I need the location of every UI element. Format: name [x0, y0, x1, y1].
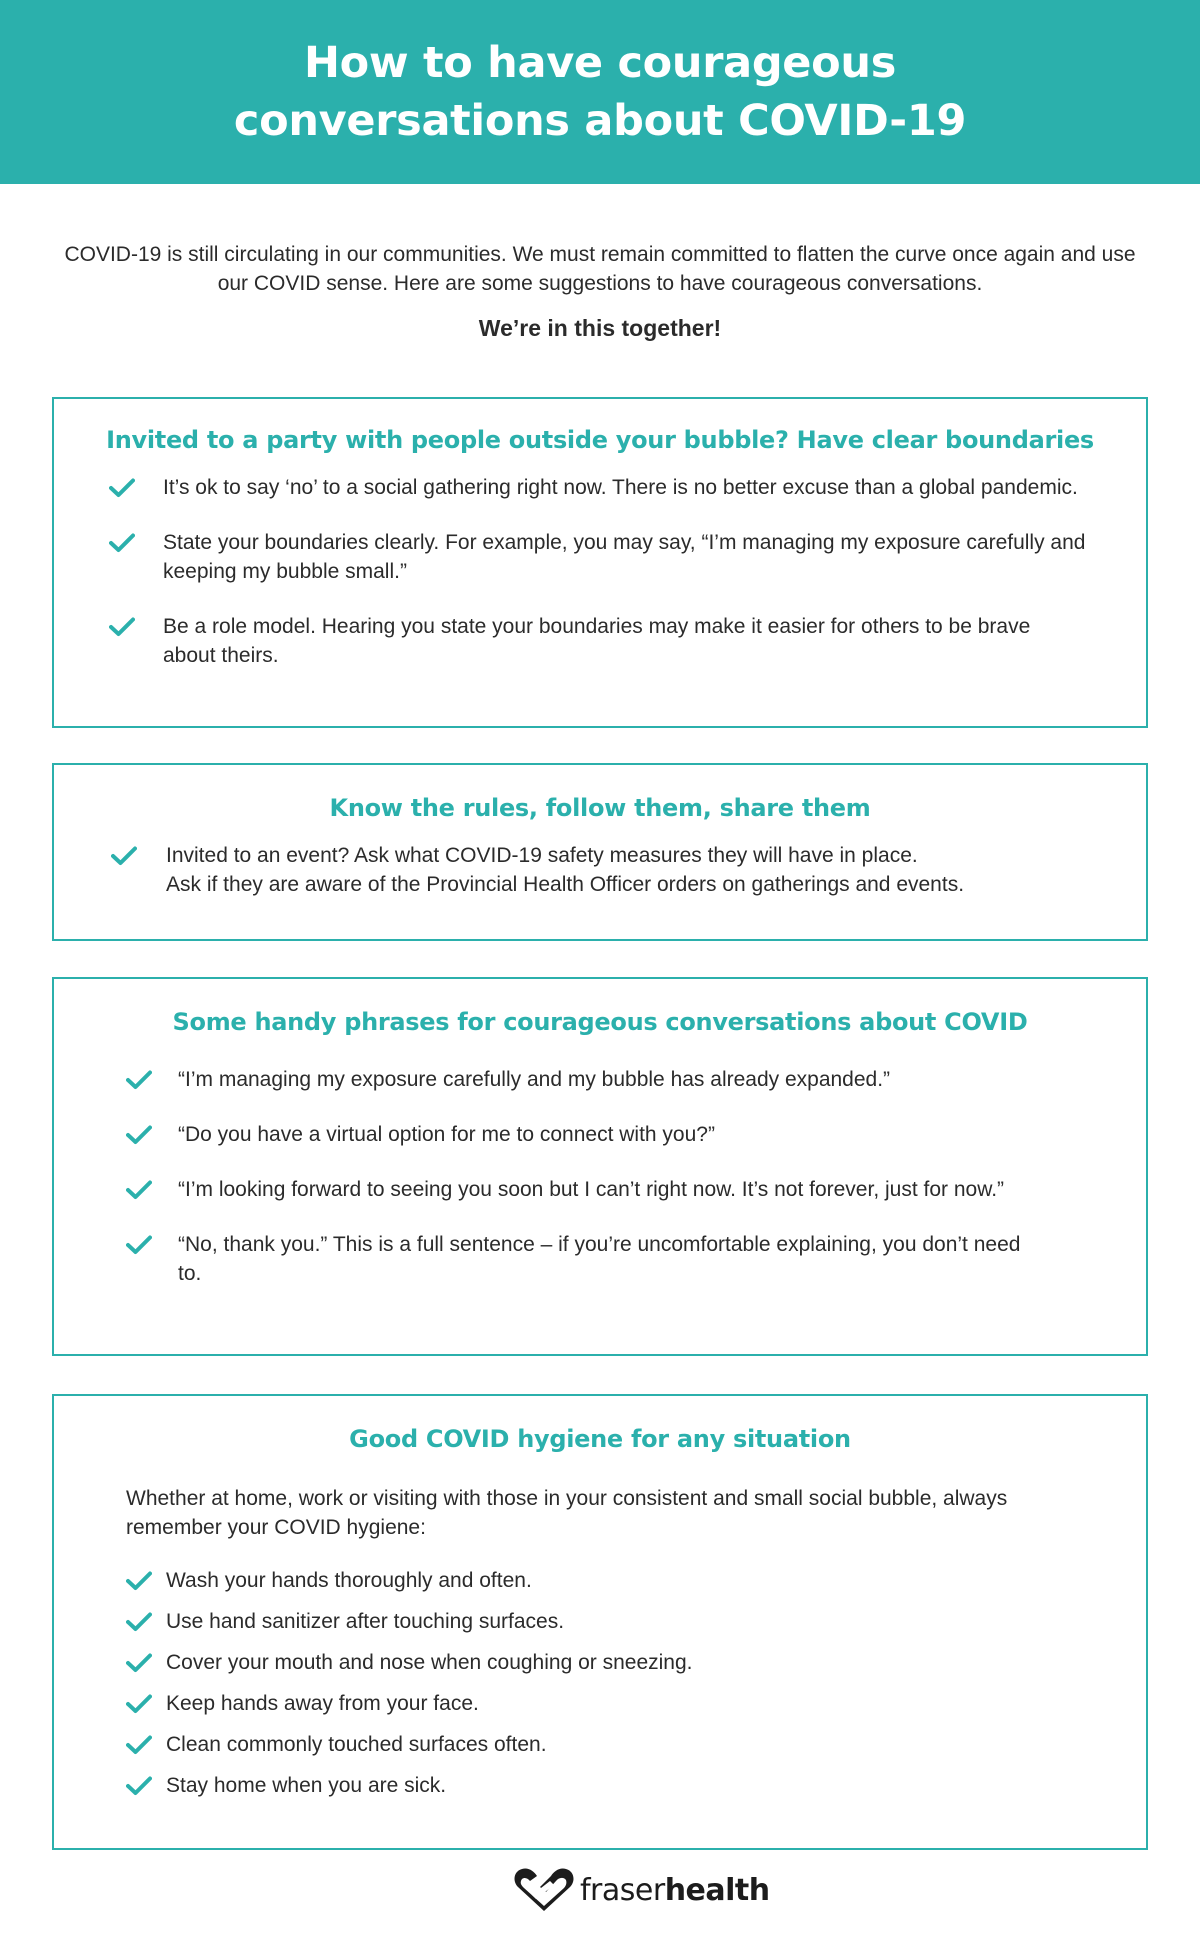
checklist [54, 1566, 1146, 1800]
list-item [126, 1607, 1086, 1636]
checklist [54, 473, 1146, 670]
checkmark-icon [126, 1776, 152, 1796]
list-item [126, 1175, 1026, 1204]
section-title: Good COVID hygiene for any situation [349, 1425, 851, 1453]
checklist [54, 1065, 1146, 1288]
list-item-text: Keep hands away from your face. [166, 1692, 479, 1715]
checkmark-icon [126, 1653, 152, 1673]
section-title: Some handy phrases for courageous conversations about COVID [172, 1008, 1028, 1036]
intro-tagline: We’re in this together! [478, 315, 722, 341]
list-item [126, 1230, 1026, 1288]
section-title: Invited to a party with people outside your bubble? Have clear boundaries [106, 426, 1094, 454]
list-item [111, 841, 1086, 899]
list-item [126, 1771, 1086, 1800]
checkmark-icon [126, 1735, 152, 1755]
list-item-text: Stay home when you are sick. [166, 1774, 447, 1797]
section-party-boundaries [52, 397, 1148, 728]
list-item-text: Clean commonly touched surfaces often. [166, 1733, 547, 1756]
list-item [109, 528, 1086, 586]
checkmark-icon [109, 478, 135, 498]
checkmark-icon [109, 533, 135, 553]
checkmark-icon [126, 1235, 152, 1255]
list-item-text: Wash your hands thoroughly and often. [166, 1569, 532, 1592]
list-item-text: Cover your mouth and nose when coughing or sneezing. [166, 1651, 693, 1674]
list-item-text: “No, thank you.” This is a full sentence – if you’re uncomfortable explaining, you don’t need to. [178, 1233, 1021, 1285]
list-item [126, 1566, 1086, 1595]
list-item [126, 1648, 1086, 1677]
checklist [54, 841, 1146, 899]
checkmark-icon [109, 617, 135, 637]
list-item [126, 1065, 1026, 1094]
checkmark-icon [111, 846, 137, 866]
checkmark-icon [126, 1180, 152, 1200]
list-item [109, 612, 1086, 670]
list-item-text: Be a role model. Hearing you state your boundaries may make it easier for others to be brave about theirs. [163, 615, 1031, 667]
list-item [126, 1689, 1086, 1718]
list-item-text: Use hand sanitizer after touching surfaces. [166, 1610, 565, 1633]
checkmark-icon [126, 1070, 152, 1090]
header-banner [0, 0, 1200, 184]
list-item [109, 473, 1086, 502]
list-item-text: Ask if they are aware of the Provincial Health Officer orders on gatherings and events. [166, 873, 965, 896]
checkmark-icon [126, 1571, 152, 1591]
fraserhealth-logo-icon [510, 1865, 578, 1915]
section-know-the-rules [52, 763, 1148, 941]
fraserhealth-logo [510, 1862, 770, 1918]
section-covid-hygiene [52, 1394, 1148, 1850]
list-item [126, 1730, 1086, 1759]
section-handy-phrases [52, 977, 1148, 1356]
list-item-text: “I’m looking forward to seeing you soon but I can’t right now. It’s not forever, just for now.” [178, 1178, 1005, 1201]
list-item-text: It’s ok to say ‘no’ to a social gathering right now. There is no better excuse than a global pandemic. [163, 476, 1078, 499]
list-item-text: State your boundaries clearly. For example, you may say, “I’m managing my exposure carefully and keeping my bubble small.” [163, 531, 1086, 583]
section-title: Know the rules, follow them, share them [329, 794, 871, 822]
checkmark-icon [126, 1612, 152, 1632]
list-item [126, 1120, 1026, 1149]
list-item-text: Invited to an event? Ask what COVID-19 safety measures they will have in place. [166, 844, 918, 867]
fraserhealth-logo-text [580, 1873, 770, 1908]
page-title: How to have courageous conversations about COVID-19 [233, 38, 967, 146]
list-item-text: “I’m managing my exposure carefully and my bubble has already expanded.” [178, 1068, 891, 1091]
intro-text: COVID-19 is still circulating in our communities. We must remain committed to flatten the curve once again and use our COVID sense. Here are some suggestions to have courageous conversations. [64, 243, 1136, 295]
section-lead-text: Whether at home, work or visiting with those in your consistent and small social bubble, always remember your COVID hygiene: [126, 1487, 1008, 1539]
checkmark-icon [126, 1694, 152, 1714]
checkmark-icon [126, 1125, 152, 1145]
list-item-text: “Do you have a virtual option for me to connect with you?” [178, 1123, 715, 1146]
logo-text-light: fraser [580, 1872, 665, 1908]
logo-text-bold: health [664, 1872, 770, 1908]
